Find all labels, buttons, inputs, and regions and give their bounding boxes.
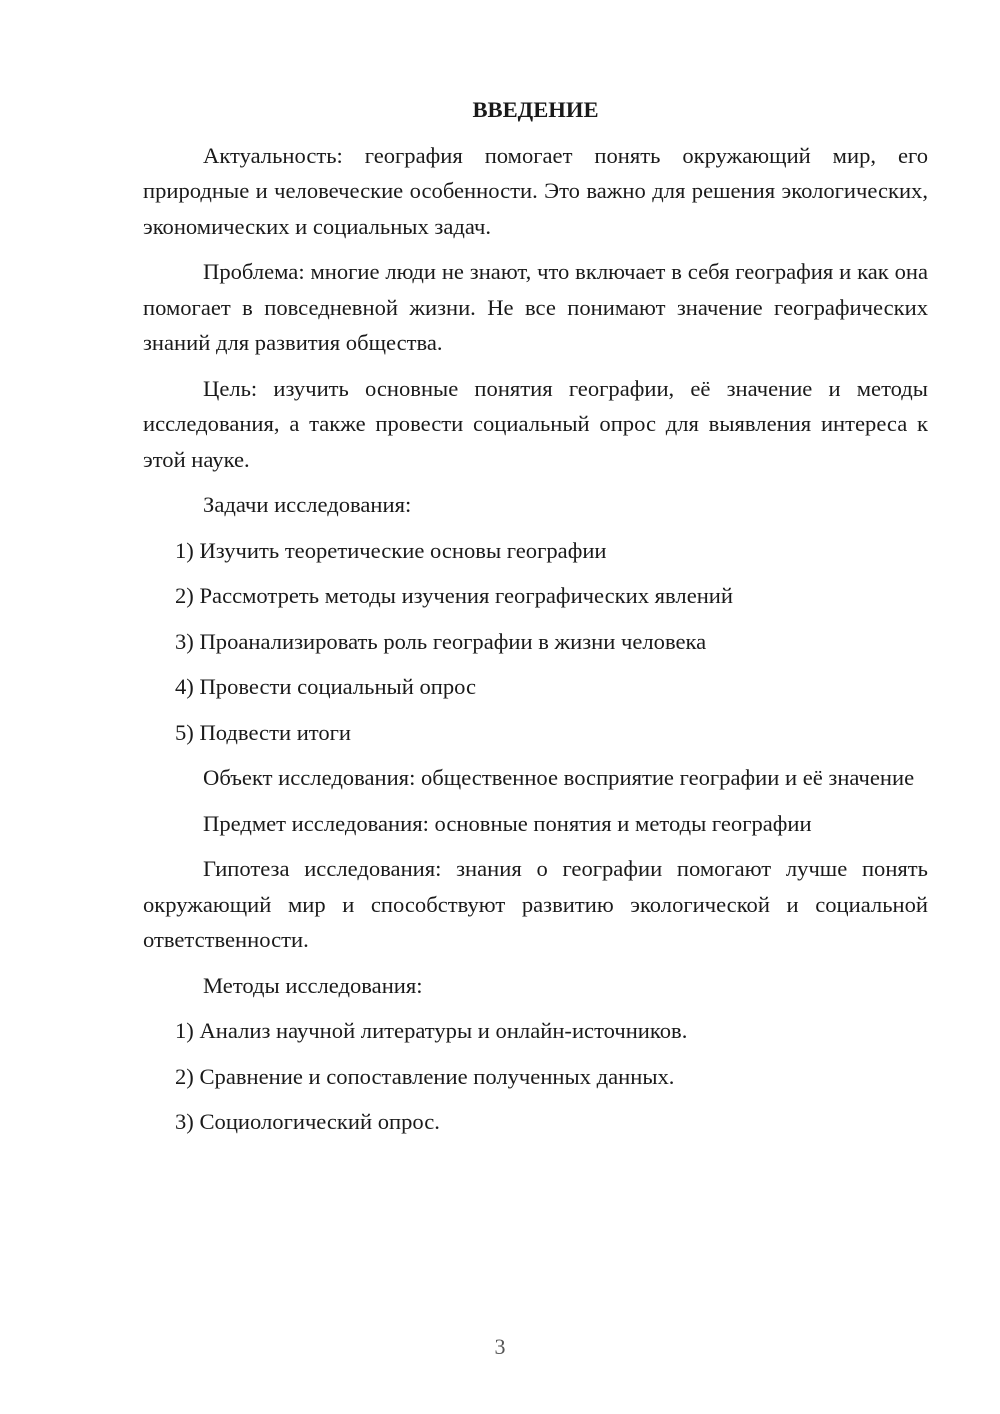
list-item: 2) Сравнение и сопоставление полученных данных. — [175, 1063, 675, 1089]
list-item: 2) Рассмотреть методы изучения географических явлений — [175, 583, 733, 608]
page-content — [143, 92, 928, 1150]
list-item: 5) Подвести итоги — [175, 719, 352, 745]
paragraph-object: Объект исследования: общественное восприятие географии и её значение — [203, 765, 915, 790]
paragraph-problem: Проблема: многие люди не знают, что включает в себя география и как она помогает в повседневной жизни. Не все понимают значение географических знаний для развития общества. — [143, 259, 928, 355]
methods-list — [143, 1013, 928, 1140]
tasks-list — [143, 533, 928, 751]
page-number: 3 — [494, 1334, 506, 1359]
tasks-heading: Задачи исследования: — [203, 492, 412, 517]
list-item: 3) Проанализировать роль географии в жизни человека — [175, 628, 707, 654]
methods-heading: Методы исследования: — [203, 972, 423, 998]
paragraph-subject: Предмет исследования: основные понятия и методы географии — [203, 810, 812, 836]
list-item: 1) Изучить теоретические основы географии — [175, 537, 607, 563]
paragraph-goal: Цель: изучить основные понятия географии, её значение и методы исследования, а также провести социальный опрос для выявления интереса к этой науке. — [143, 375, 928, 472]
paragraph-actuality: Актуальность: география помогает понять окружающий мир, его природные и человеческие особенности. Это важно для решения экологических, экономических и социальных задач. — [143, 142, 928, 239]
list-item: 1) Анализ научной литературы и онлайн-источников. — [175, 1018, 688, 1043]
list-item: 4) Провести социальный опрос — [175, 674, 477, 699]
paragraph-hypothesis: Гипотеза исследования: знания о географии помогают лучше понять окружающий мир и способствуют развитию экологической и социальной ответственности. — [143, 856, 928, 952]
section-title: ВВЕДЕНИЕ — [472, 97, 599, 122]
list-item: 3) Социологический опрос. — [175, 1109, 440, 1134]
